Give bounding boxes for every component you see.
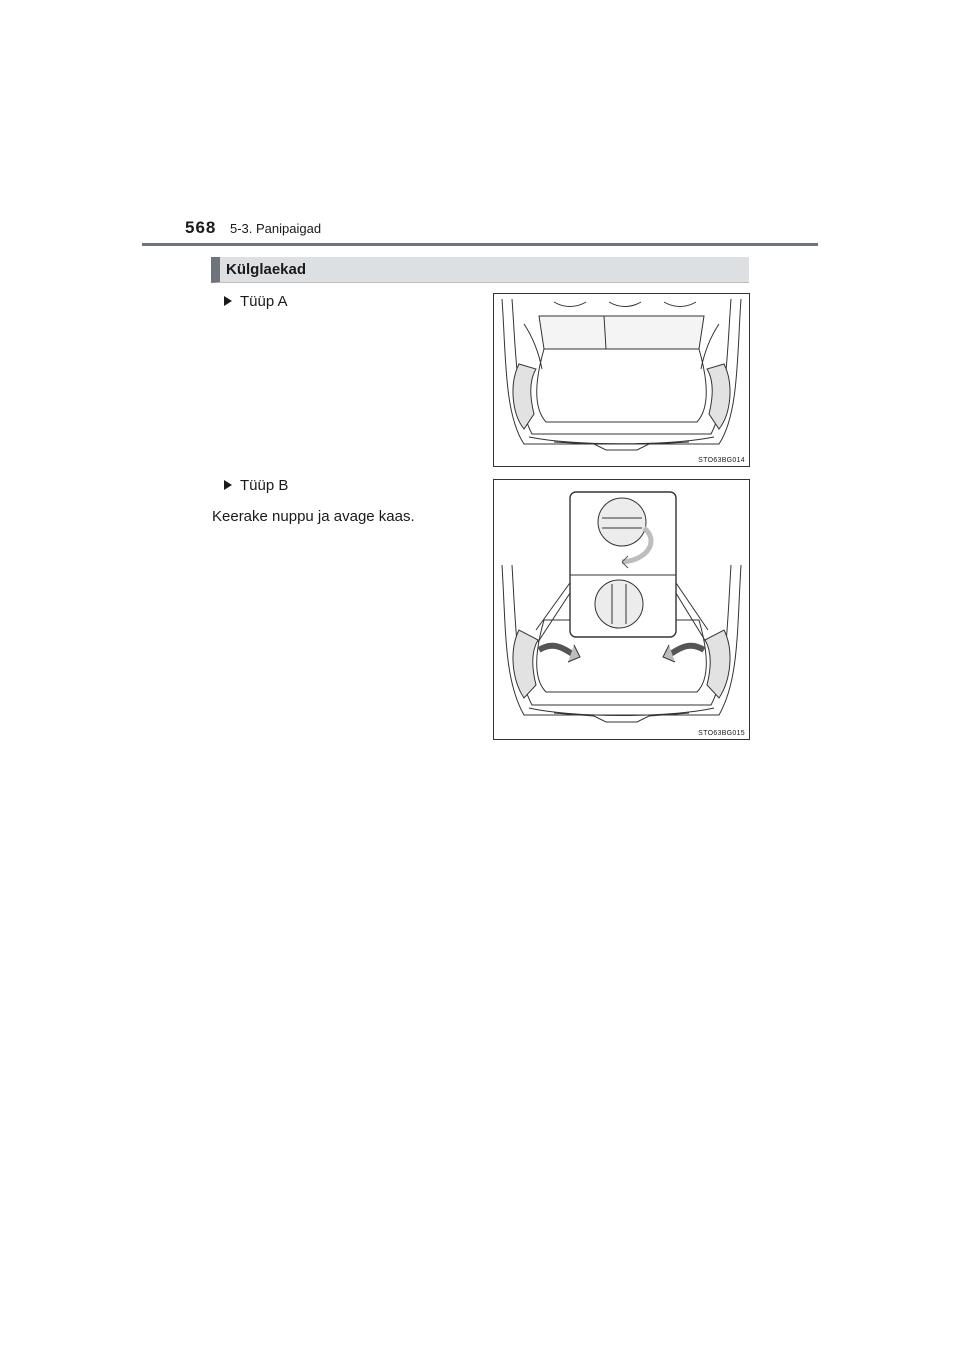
bullet-type-b [224, 477, 288, 494]
header-rule [142, 243, 818, 246]
side-box-opening-illustration [494, 480, 749, 739]
page-number: 568 [185, 218, 217, 237]
figure-type-b [493, 479, 750, 740]
luggage-compartment-illustration [494, 294, 749, 466]
figure-type-a [493, 293, 750, 467]
bullet-triangle-icon [224, 296, 232, 306]
section-heading-bar [211, 257, 749, 283]
bullet-triangle-icon [224, 480, 232, 490]
section-title: Külglaekad [226, 261, 307, 278]
bullet-type-a [224, 293, 288, 310]
figure-code: STO63BG015 [698, 730, 745, 737]
figure-code: STO63BG014 [698, 457, 745, 464]
section-reference: 5-3. Panipaigad [230, 221, 322, 236]
bullet-label: Tüüp B [240, 477, 289, 494]
bullet-label: Tüüp A [240, 293, 288, 310]
instruction-text: Keerake nuppu ja avage kaas. [212, 508, 415, 525]
